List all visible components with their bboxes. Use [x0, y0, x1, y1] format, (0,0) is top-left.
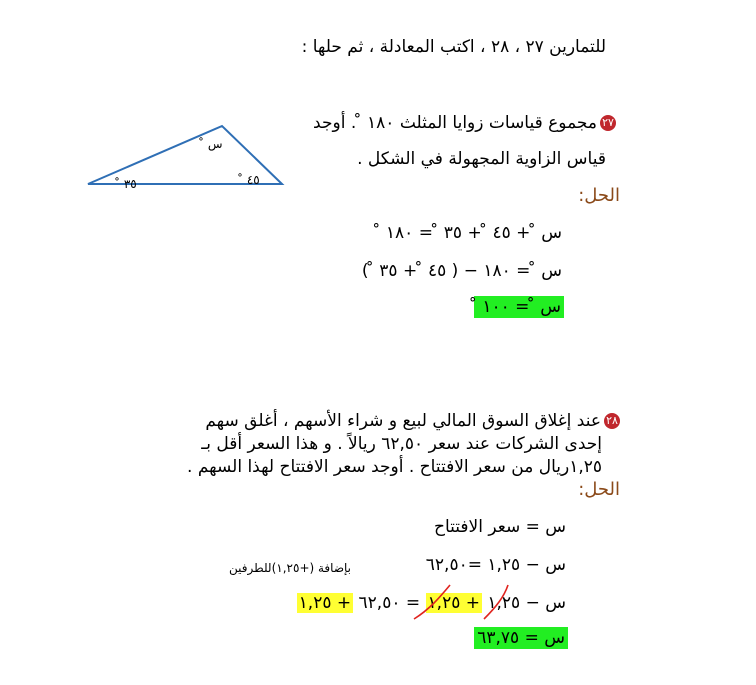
eq2-variable-side: س − ١,٢٥: [487, 593, 566, 613]
exercise-28-line1: [205, 410, 620, 432]
triangle-angle-top: س ̊: [204, 137, 223, 151]
eq2-middle: = ٦٢,٥٠: [358, 593, 421, 613]
exercise-28-note: بإضافة (+١,٢٥)للطرفين: [229, 561, 351, 575]
exercise-27-equation-1: س ̊ + ٤٥ ̊ + ٣٥ ̊ = ١٨٠ ̊: [380, 223, 562, 243]
cancel-marks: [410, 583, 520, 623]
exercise-28-text-1: عند إغلاق السوق المالي لبيع و شراء الأسهم ، أغلق سهم: [205, 411, 601, 431]
triangle-figure: [84, 122, 294, 192]
eq2-added-right: + ١,٢٥: [298, 593, 352, 613]
exercise-27-equation-2: س ̊ = ١٨٠ − ( ٤٥ ̊ + ٣٥ ̊ ): [361, 261, 562, 281]
triangle-angle-left: ٣٥ ̊: [120, 177, 137, 191]
exercise-28-number-badge: ٢٨: [604, 413, 620, 429]
exercise-27-number-badge: ٢٧: [600, 115, 616, 131]
exercise-28-definition: س = سعر الافتتاح: [434, 517, 566, 537]
triangle-angle-right: ٤٥ ̊: [243, 173, 260, 187]
exercise-28-line3: ١,٢٥ريال من سعر الافتتاح . أوجد سعر الافتتاح لهذا السهم .: [187, 457, 602, 477]
eq2-added-left: + ١,٢٥: [427, 593, 480, 613]
exercise-27-line2: قياس الزاوية المجهولة في الشكل .: [357, 149, 606, 169]
exercise-28-solution-label: الحل:: [578, 479, 620, 500]
cancel-stroke-1: [414, 585, 450, 619]
exercise-27-line1: [313, 112, 616, 134]
exercises-instruction: للتمارين ٢٧ ، ٢٨ ، اكتب المعادلة ، ثم حلها :: [301, 37, 606, 57]
exercise-28-line2: إحدى الشركات عند سعر ٦٢,٥٠ ريالاً . و هذا السعر أقل بـ: [201, 434, 602, 454]
exercise-28-equation-1: س − ١,٢٥ =٦٢,٥٠: [425, 555, 566, 575]
exercise-28-answer: س = ٦٣,٧٥: [474, 627, 568, 649]
exercise-27-answer: س ̊ = ١٠٠ ̊: [474, 296, 564, 318]
exercise-27-text-1: مجموع قياسات زوايا المثلث ١٨٠ ̊ . أوجد: [313, 113, 597, 133]
exercise-27-solution-label: الحل:: [578, 185, 620, 206]
cancel-stroke-2: [484, 585, 508, 619]
